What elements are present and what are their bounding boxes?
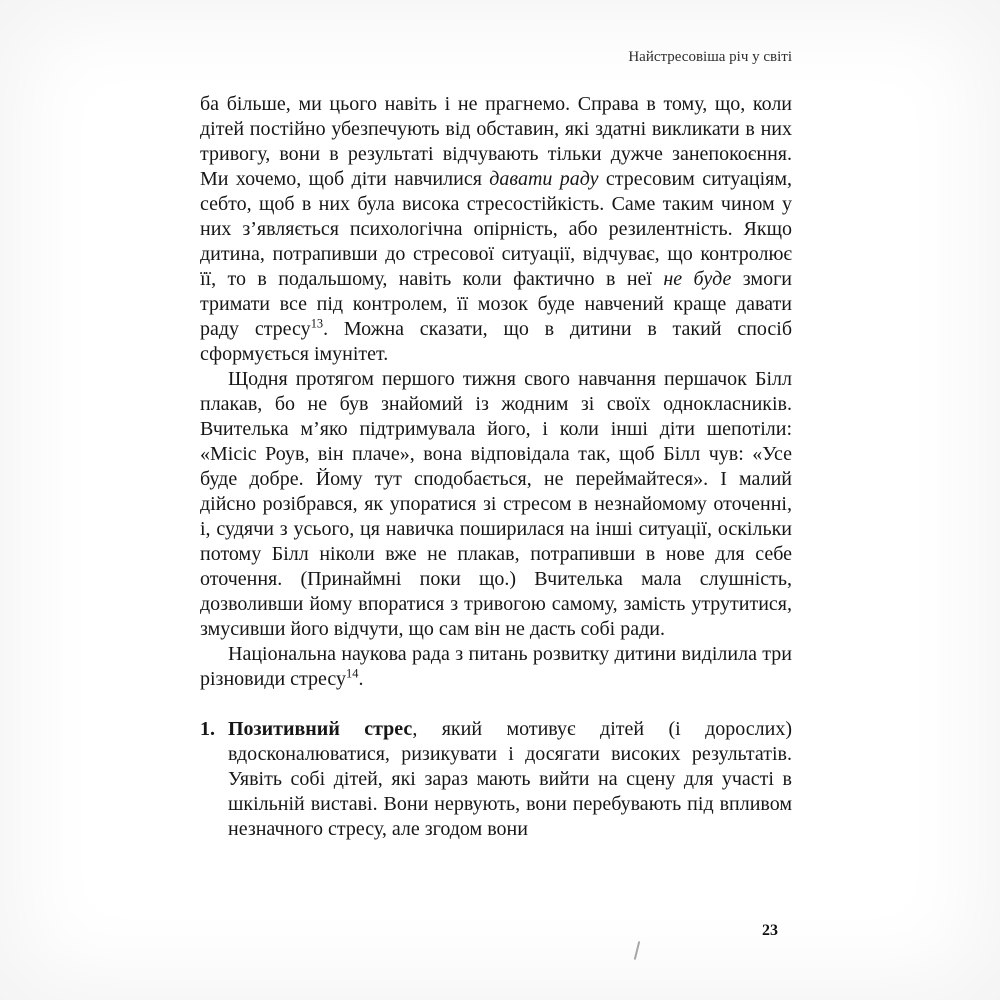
paragraphs (200, 92, 792, 692)
page-number: 23 (762, 922, 778, 939)
text-run: . (358, 668, 364, 690)
scan-artifact (634, 941, 641, 960)
text-run: стресовим ситуаціям, себто, щоб в них була висока стресостійкість. Саме таким чином у них з’являється психологічна опірність, або резилентність. Якщо дитина, потрапивши до стресової ситуації, відчуває, що контролює її, то в подальшому, навіть коли фактично в неї (200, 168, 792, 290)
text-run: змоги тримати все під контролем, її мозок буде навчений краще давати раду стресу (200, 268, 792, 340)
list-item-number: 1. (200, 718, 215, 740)
footnote-reference: 13 (310, 316, 324, 331)
text-block (200, 92, 792, 842)
text-run: , який мотивує дітей (і дорослих) вдосконалюватися, ризикувати і досягати високих результатів. Уявіть собі дітей, які зараз мають вийти на сцену для участі в шкільній виставі. Вони нервують, вони перебувають під впливом незначного стресу, але згодом вони (228, 718, 792, 840)
footnote-reference: 14 (346, 666, 359, 681)
text-run: . Можна сказати, що в дитини в такий спосіб сформується імунітет. (200, 318, 793, 365)
text-run: не буде (663, 268, 732, 290)
text-run: давати раду (489, 168, 599, 190)
paragraph (200, 92, 792, 367)
text-run: Позитивний стрес (228, 718, 413, 740)
stress-list (200, 717, 792, 842)
paragraph (200, 367, 792, 642)
text-run: ба більше, ми цього навіть і не прагнемо. Справа в тому, що, коли дітей постійно убезпечують від обставин, які здатні викликати в них тривогу, вони в результаті відчувають тільки дужче занепокоєння. Ми хочемо, щоб діти навчилися (200, 93, 792, 190)
list-item (200, 717, 792, 842)
text-run: Щодня протягом першого тижня свого навчання першачок Білл плакав, бо не був знайомий із жодним зі своїх однокласників. Вчителька м’яко підтримувала його, і коли інші діти шепотіли: «Місіс Роув, він плаче», вона відповідала так, щоб Білл чув: «Усе буде добре. Йому тут сподобається, не переймайтеся». І малий дійсно розібрався, як упоратися зі стресом в незнайомому оточенні, і, судячи з усього, ця навичка поширилася на інші ситуації, оскільки потому Білл ніколи вже не плакав, потрапивши в нове для себе оточення. (Принаймні поки що.) Вчителька мала слушність, дозволивши йому впоратися з тривогою самому, замість утрутитися, змусивши його відчути, що сам він не дасть собі ради. (200, 368, 792, 640)
paragraph (200, 642, 792, 692)
text-run: Національна наукова рада з питань розвитку дитини виділила три різновиди стресу (200, 643, 792, 690)
running-header: Найстресовіша річ у світі (628, 49, 792, 65)
